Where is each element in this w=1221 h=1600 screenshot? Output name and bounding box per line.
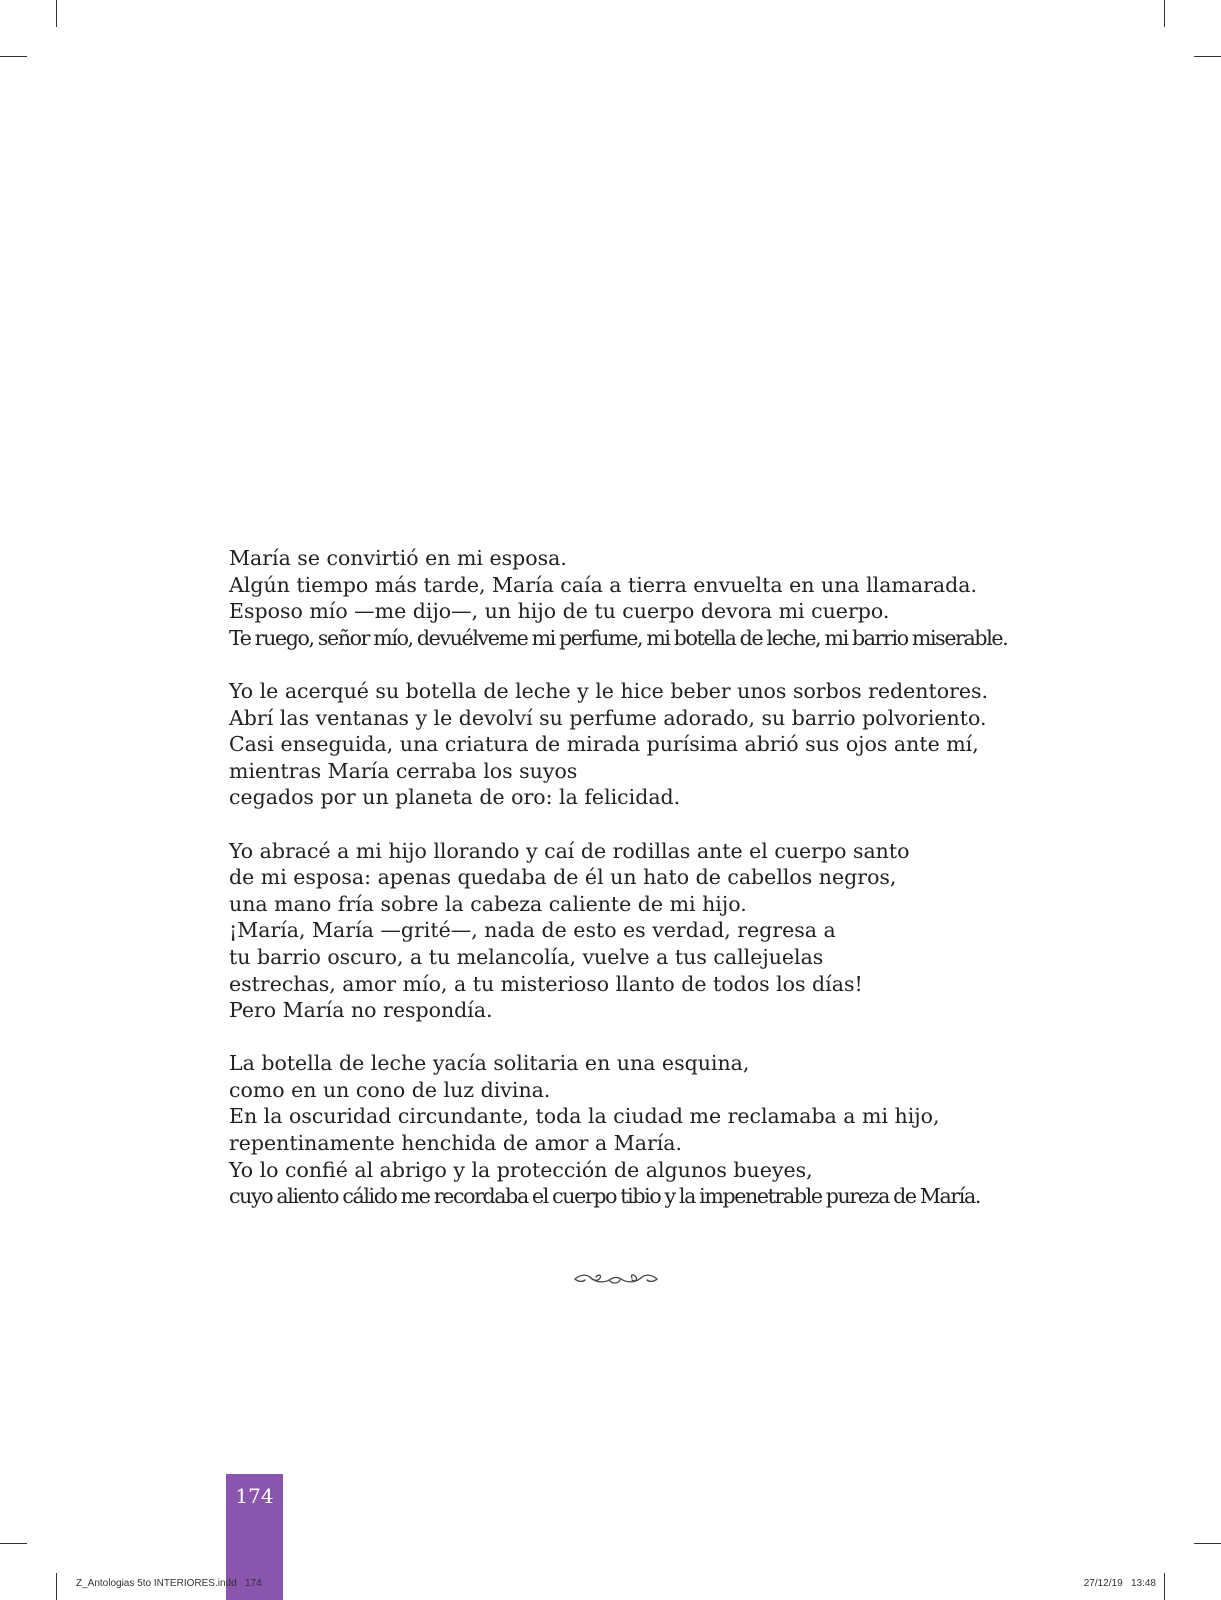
poem-line: Yo lo confié al abrigo y la protección de algunos bueyes, [229, 1157, 813, 1182]
crop-mark-right-top [1194, 56, 1221, 57]
crop-mark-bottom-left [56, 1573, 57, 1600]
poem-line: cegados por un planeta de oro: la felicidad. [229, 785, 681, 810]
stanza [229, 838, 1009, 1024]
poem-line: Esposo mío —me dijo—, un hijo de tu cuerpo devora mi cuerpo. [229, 599, 890, 624]
poem-body [229, 545, 1009, 1210]
poem-line: La botella de leche yacía solitaria en una esquina, [229, 1051, 750, 1076]
crop-mark-right-bottom [1194, 1543, 1221, 1544]
poem-line: Abrí las ventanas y le devolví su perfume adorado, su barrio polvoriento. [229, 705, 987, 730]
stanza [229, 1050, 1009, 1210]
poem-line: estrechas, amor mío, a tu misterioso llanto de todos los días! [229, 971, 863, 996]
flourish-ornament-icon [573, 1272, 659, 1286]
poem-line: de mi esposa: apenas quedaba de él un hato de cabellos negros, [229, 865, 897, 890]
crop-mark-top-right [1164, 0, 1165, 27]
crop-mark-left-bottom [0, 1543, 27, 1544]
poem-line: Pero María no respondía. [229, 998, 493, 1023]
footer-date: 27/12/19 13:48 [1083, 1578, 1156, 1589]
poem-line: En la oscuridad circundante, toda la ciudad me reclamaba a mi hijo, [229, 1104, 940, 1129]
poem-line: Casi enseguida, una criatura de mirada purísima abrió sus ojos ante mí, [229, 732, 979, 757]
poem-line: ¡María, María —grité—, nada de esto es verdad, regresa a [229, 918, 836, 943]
poem-line: una mano fría sobre la cabeza caliente de mi hijo. [229, 891, 747, 916]
poem-line: Yo abracé a mi hijo llorando y caí de rodillas ante el cuerpo santo [229, 838, 910, 863]
poem-line: María se convirtió en mi esposa. [229, 546, 567, 570]
page-number: 174 [235, 1484, 274, 1508]
poem-line: cuyo aliento cálido me recordaba el cuerpo tibio y la impenetrable pureza de María. [229, 1184, 981, 1209]
poem-line: Yo le acerqué su botella de leche y le hice beber unos sorbos redentores. [229, 678, 989, 703]
poem-line: mientras María cerraba los suyos [229, 758, 578, 783]
poem-line: tu barrio oscuro, a tu melancolía, vuelve a tus callejuelas [229, 944, 824, 969]
footer-file-name: Z_Antologias 5to INTERIORES.indd 174 [76, 1578, 262, 1589]
poem-line: como en un cono de luz divina. [229, 1077, 551, 1102]
crop-mark-left-top [0, 56, 27, 57]
poem-line: repentinamente henchida de amor a María. [229, 1131, 683, 1156]
stanza [229, 678, 1009, 811]
stanza [229, 545, 1009, 651]
crop-mark-top-left [56, 0, 57, 27]
crop-mark-bottom-right [1164, 1573, 1165, 1600]
poem-line: Algún tiempo más tarde, María caía a tierra envuelta en una llamarada. [229, 572, 977, 597]
poem-line: Te ruego, señor mío, devuélveme mi perfume, mi botella de leche, mi barrio miserable. [229, 625, 1008, 650]
